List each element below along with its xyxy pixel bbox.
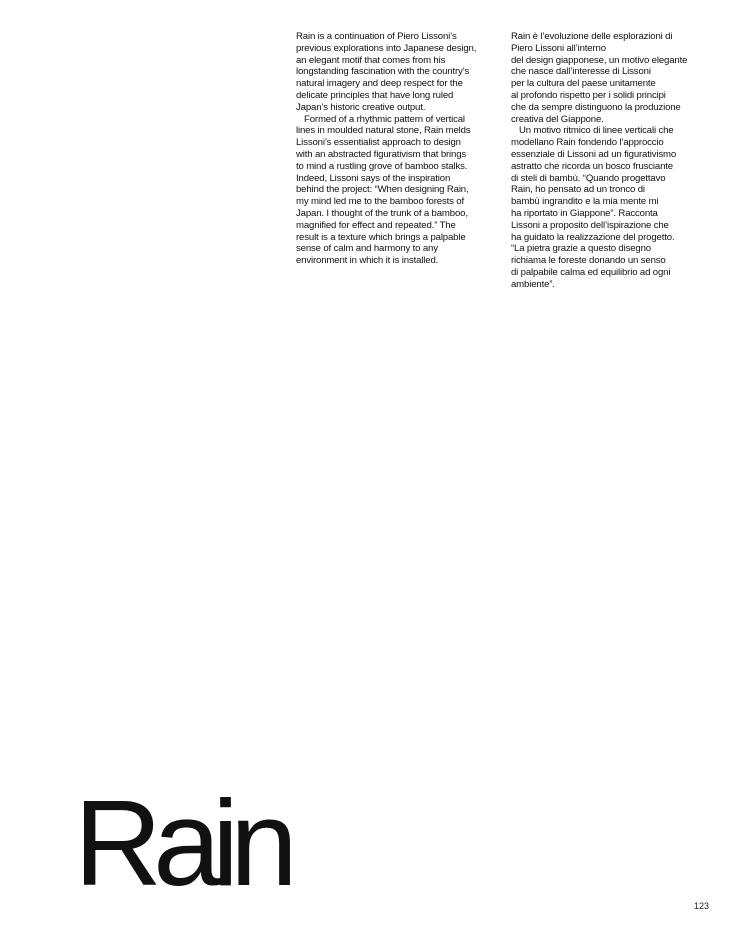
english-text-column bbox=[296, 31, 498, 267]
english-text-line: Lissoni’s essentialist approach to design bbox=[296, 137, 461, 149]
english-text-line: my mind led me to the bamboo forests of bbox=[296, 196, 464, 208]
italian-text-line: ambiente”. bbox=[511, 278, 555, 290]
italian-text-column bbox=[511, 31, 716, 291]
english-text-line: previous explorations into Japanese design, bbox=[296, 42, 477, 54]
english-text-line: to mind a rustling grove of bamboo stalks. bbox=[296, 160, 468, 172]
italian-text-line: che nasce dall’interesse di Lissoni bbox=[511, 66, 651, 78]
italian-text-line: di steli di bambù. “Quando progettavo bbox=[511, 172, 666, 184]
italian-text-line: “La pietra grazie a questo disegno bbox=[511, 243, 651, 255]
italian-text-line: al profondo rispetto per i solidi principi bbox=[511, 89, 666, 101]
english-text-line: magnified for effect and repeated.” The bbox=[296, 219, 456, 231]
italian-text-line: che da sempre distinguono la produzione bbox=[511, 101, 681, 113]
english-text-line: sense of calm and harmony to any bbox=[296, 243, 438, 255]
italian-text-line: astratto che ricorda un bosco frusciante bbox=[511, 160, 673, 172]
italian-text-line: essenziale di Lissoni ad un figurativismo bbox=[511, 148, 677, 160]
italian-text-line: Lissoni a proposito dell’ispirazione che bbox=[511, 219, 669, 231]
italian-text-line: del design giapponese, un motivo elegante bbox=[511, 54, 688, 66]
italian-text-line: di palpabile calma ed equilibrio ad ogni bbox=[511, 266, 671, 278]
english-text-line: an elegant motif that comes from his bbox=[296, 54, 446, 66]
italian-text-line: Rain è l’evoluzione delle esplorazioni di bbox=[511, 31, 673, 42]
page-number: 123 bbox=[694, 901, 710, 911]
italian-text-line: creativa del Giappone. bbox=[511, 113, 604, 125]
italian-text-line: modellano Rain fondendo l’approccio bbox=[511, 137, 664, 149]
english-text-line: natural imagery and deep respect for the bbox=[296, 78, 463, 90]
italian-text-line: ha guidato la realizzazione del progetto. bbox=[511, 231, 675, 243]
article-title: Rain bbox=[74, 775, 289, 911]
english-text-line: with an abstracted figurativism that brings bbox=[296, 148, 467, 160]
english-text-line: lines in moulded natural stone, Rain melds bbox=[296, 125, 471, 137]
italian-text-line: richiama le foreste donando un senso bbox=[511, 255, 666, 267]
english-text-line: environment in which it is installed. bbox=[296, 255, 439, 267]
italian-text-line: Rain, ho pensato ad un tronco di bbox=[511, 184, 645, 196]
english-text-line: delicate principles that have long ruled bbox=[296, 89, 454, 101]
english-text-line: result is a texture which brings a palpable bbox=[296, 231, 466, 243]
english-text-line: longstanding fascination with the country’s bbox=[296, 66, 470, 78]
italian-text-line: per la cultura del paese unitamente bbox=[511, 78, 656, 90]
english-text-line: Japan’s historic creative output. bbox=[296, 101, 426, 113]
italian-text-line: ha riportato in Giappone”. Racconta bbox=[511, 207, 658, 219]
english-text-line: Indeed, Lissoni says of the inspiration bbox=[296, 172, 451, 184]
english-text-line: Formed of a rhythmic pattern of vertical bbox=[304, 113, 465, 125]
italian-text-line: Piero Lissoni all’interno bbox=[511, 42, 606, 54]
italian-text-line: bambù ingrandito e la mia mente mi bbox=[511, 196, 659, 208]
english-text-line: Japan. I thought of the trunk of a bamboo, bbox=[296, 207, 468, 219]
english-text-line: Rain is a continuation of Piero Lissoni’s bbox=[296, 31, 457, 42]
italian-text-line: Un motivo ritmico di linee verticali che bbox=[519, 125, 674, 137]
english-text-line: behind the project: “When designing Rain, bbox=[296, 184, 469, 196]
